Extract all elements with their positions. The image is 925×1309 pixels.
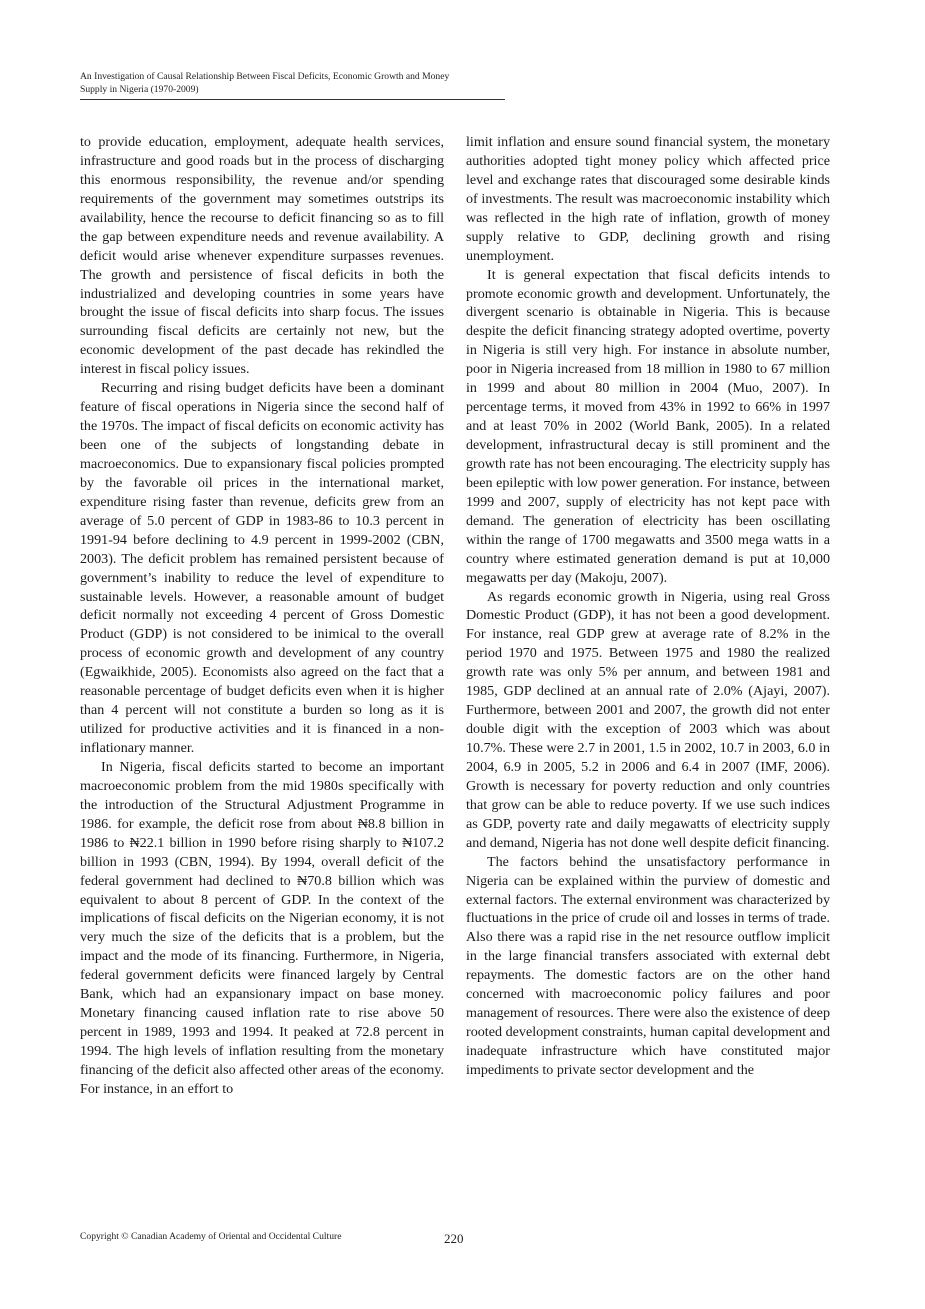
paragraph: Recurring and rising budget deficits have been a dominant feature of fiscal operations in Nigeria since the second half of the 1970s. The impact of fiscal deficits on economic activity has been one of the subjects of longstanding debate in macroeconomics. Due to expansionary fiscal policies prompted by the favorable oil prices in the international market, expenditure rising faster than revenue, deficits grew from an average of 5.0 percent of GDP in 1983-86 to 10.3 percent in 1991-94 before declining to 4.9 percent in 1999-2002 (CBN, 2003). The deficit problem has remained persistent because of government’s inability to reduce the level of expenditure to sustainable levels. However, a reasonable amount of budget deficit normally not exceeding 4 percent of Gross Domestic Product (GDP) is not considered to be inimical to the overall process of economic growth and development of any country (Egwaikhide, 2005). Economists also agreed on the fact that a reasonable percentage of budget deficits even when it is higher than 4 percent will not constitute a burden so long as it is utilized for productive activities and it is financed in a non-inflationary manner. — [80, 380, 444, 756]
page-number: 220 — [444, 1231, 464, 1246]
running-header-line-2: Supply in Nigeria (1970-2009) — [80, 83, 199, 95]
right-column — [466, 133, 830, 1080]
paragraph: In Nigeria, fiscal deficits started to become an important macroeconomic problem from the mid 1980s specifically with the introduction of the Structural Adjustment Programme in 1986. for example, the deficit rose from about ₦8.8 billion in 1986 to ₦22.1 billion in 1990 before rising sharply to ₦107.2 billion in 1993 (CBN, 1994). By 1994, overall deficit of the federal government had declined to ₦70.8 billion which was equivalent to about 8 percent of GDP. In the context of the implications of fiscal deficits on the Nigerian economy, it is not very much the size of the deficits that is a problem, but the impact and the mode of its financing. Furthermore, in Nigeria, federal government deficits were financed largely by Central Bank, which had an expansionary impact on base money. Monetary financing caused inflation rate to rise above 50 percent in 1989, 1993 and 1994. It peaked at 72.8 percent in 1994. The high levels of inflation resulting from the monetary financing of the deficit also affected other areas of the economy. For instance, in an effort to — [80, 758, 444, 1097]
copyright-notice: Copyright © Canadian Academy of Oriental and Occidental Culture — [80, 1231, 342, 1242]
left-column — [80, 133, 444, 1099]
paragraph: As regards economic growth in Nigeria, using real Gross Domestic Product (GDP), it has not been a good development. For instance, real GDP grew at average rate of 8.2% in the period 1970 and 1975. Between 1975 and 1980 the realized growth rate was only 5% per annum, and between 1981 and 1985, GDP declined at an annual rate of 2.0% (Ajayi, 2007). Furthermore, between 2001 and 2007, the growth did not enter double digit with the exception of 2003 which was about 10.7%. These were 2.7 in 2001, 1.5 in 2002, 10.7 in 2003, 6.0 in 2004, 6.9 in 2005, 5.2 in 2006 and 6.4 in 2007 (IMF, 2006). Growth is necessary for poverty reduction and only countries that grow can be able to reduce poverty. If we use such indices as GDP, poverty rate and daily megawatts of electricity supply and demand, Nigeria has not done well despite deficit financing. — [466, 588, 830, 851]
paragraph: limit inflation and ensure sound financial system, the monetary authorities adopted tight money policy which affected price level and exchange rates that discouraged some desirable kinds of investments. The result was macroeconomic instability which was reflected in the high rate of inflation, growth of money supply relative to GDP, declining growth and rising unemployment. — [466, 134, 830, 264]
running-header-line-1: An Investigation of Causal Relationship Between Fiscal Deficits, Economic Growth and Money — [80, 71, 450, 82]
running-header — [80, 71, 505, 100]
paragraph: to provide education, employment, adequate health services, infrastructure and good roads but in the process of discharging this enormous responsibility, the revenue and/or spending requirements of the government may sometimes outstrips its availability, hence the recourse to deficit financing so as to fill the gap between expenditure needs and revenue availability. A deficit would arise whenever expenditure surpasses revenues. The growth and persistence of fiscal deficits in both the industrialized and developing countries in some years have brought the issue of fiscal deficits into sharp focus. The issues surrounding fiscal deficits are certainly not new, but the economic development of the past decade has rekindled the interest in fiscal policy issues. — [80, 134, 444, 378]
paragraph: It is general expectation that fiscal deficits intends to promote economic growth and development. Unfortunately, the divergent scenario is obtainable in Nigeria. This is because despite the deficit financing strategy adopted overtime, poverty in Nigeria is still very high. For instance in absolute number, poor in Nigeria increased from 18 million in 1980 to 67 million in 1999 and about 80 million in 2004 (Muo, 2007). In percentage terms, it moved from 43% in 1992 to 66% in 1997 and at least 70% in 2002 (World Bank, 2005). In a related development, infrastructural decay is still prominent and the growth rate has not been encouraging. The electricity supply has been epileptic with low power generation. For instance, between 1999 and 2007, supply of electricity has not kept pace with demand. The generation of electricity has been oscillating within the range of 1700 megawatts and 3500 mega watts in a country where estimated generation demand is put at 10,000 megawatts per day (Makoju, 2007). — [466, 266, 830, 586]
paragraph: The factors behind the unsatisfactory performance in Nigeria can be explained within the purview of domestic and external factors. The external environment was characterized by fluctuations in the price of crude oil and losses in terms of trade. Also there was a rapid rise in the net resource outflow implicit in the large financial transfers associated with external debt repayments. The domestic factors are on the other hand concerned with macroeconomic policy failures and poor management of resources. There were also the existence of deep rooted development constraints, human capital development and inadequate infrastructure which have constituted major impediments to private sector development and the — [466, 853, 830, 1078]
